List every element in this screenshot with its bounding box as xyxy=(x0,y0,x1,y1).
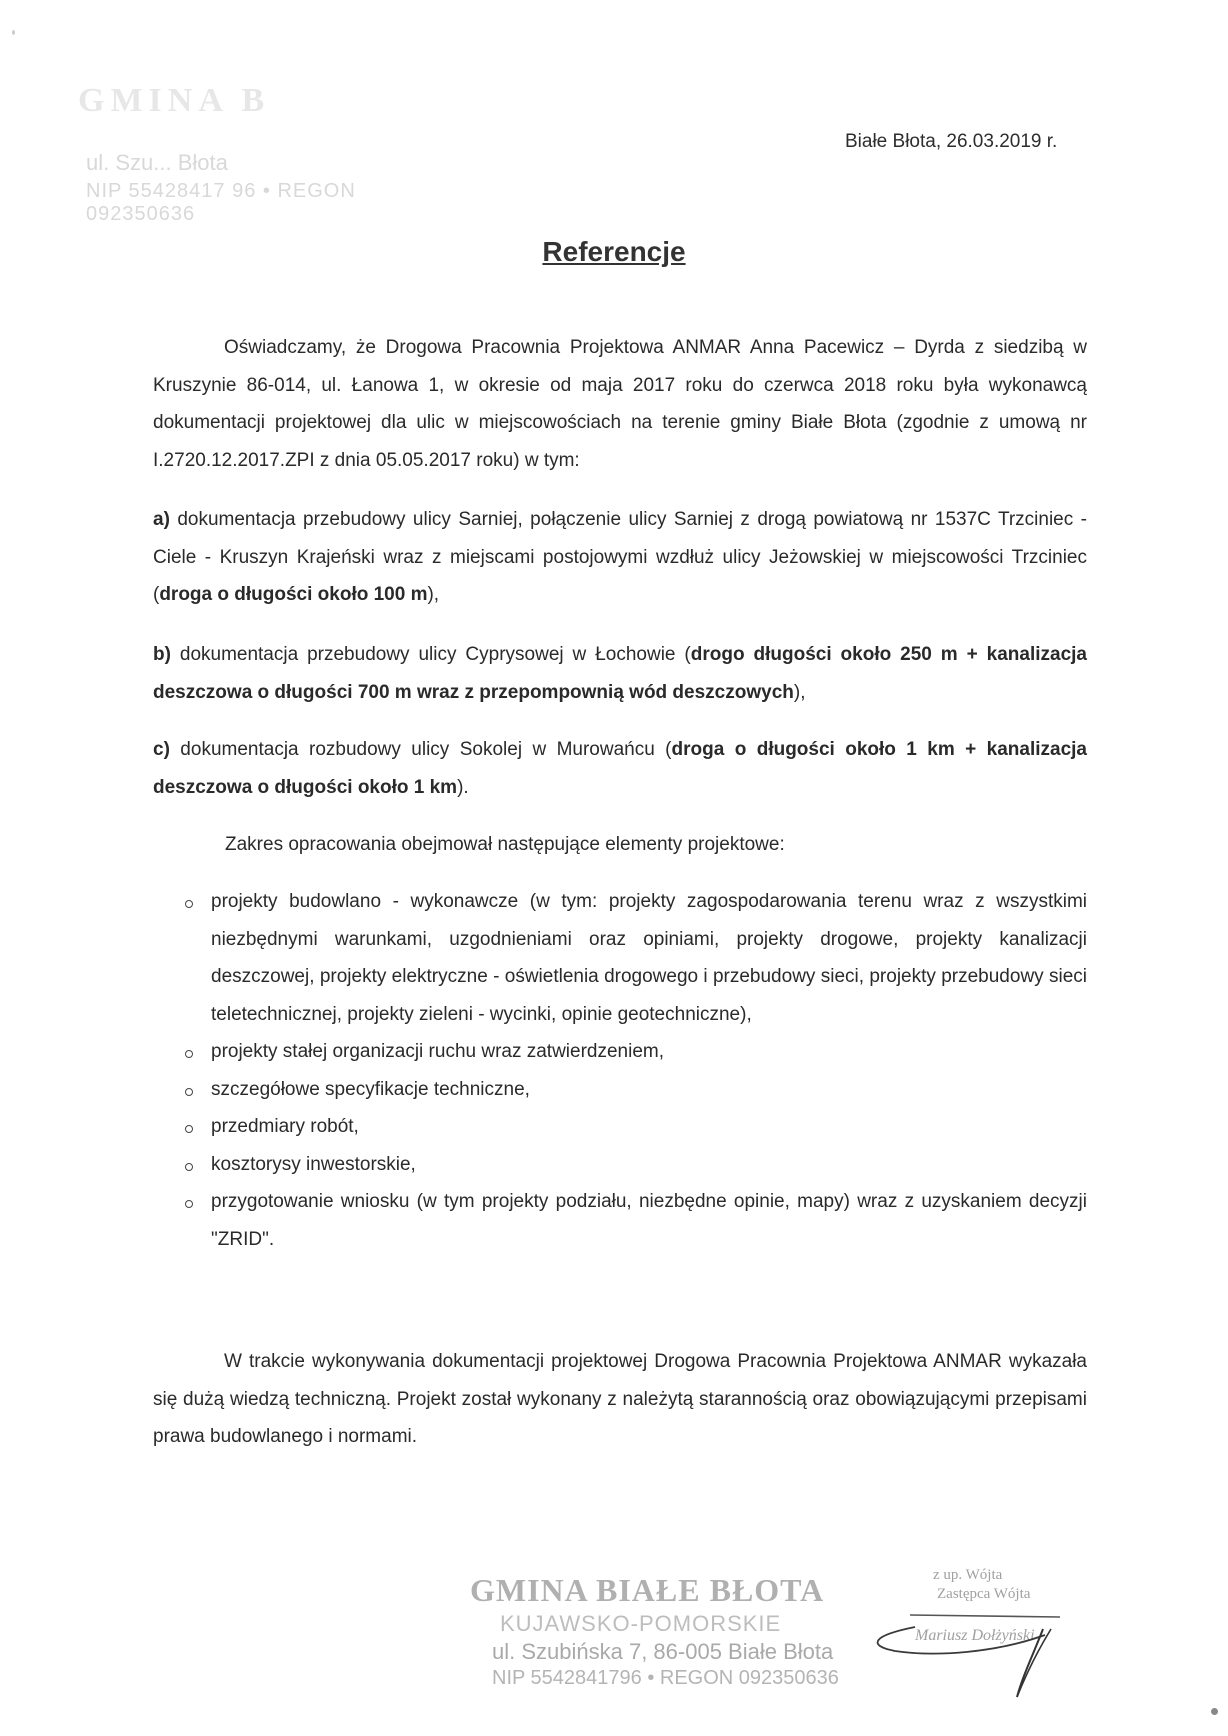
header-stamp-line2: ul. Szu... Błota xyxy=(86,150,228,175)
item-b xyxy=(153,636,1087,711)
item-a-text: dokumentacja przebudowy ulicy Sarniej, połączenie ulicy Sarniej z drogą powiatową nr 1537C Trzciniec - Ciele - Kruszyn Krajeński wraz z miejscami postojowymi wzdłuż ulicy Jeżowskiej w miejscowości Trzciniec ( xyxy=(153,509,1087,605)
list-item-text: szczegółowe specyfikacje techniczne, xyxy=(211,1078,530,1100)
signature-name: Mariusz Dołżyński xyxy=(915,1627,1035,1644)
list-item-text: projekty stałej organizacji ruchu wraz zatwierdzeniem, xyxy=(211,1041,665,1062)
signature-line2: Zastępca Wójta xyxy=(937,1586,1031,1602)
item-b-text: dokumentacja przebudowy ulicy Cyprysowej w Łochowie ( xyxy=(170,644,691,665)
item-b-bold: drogo długości około 250 m + kanalizacja deszczowa o długości 700 m wraz z przepompownią wód deszczowych xyxy=(153,644,1087,703)
scope-list xyxy=(180,883,1087,1258)
office-stamp xyxy=(470,1572,850,1712)
item-c-end: ). xyxy=(457,776,469,798)
stamp-ids: NIP 5542841796 • REGON 092350636 xyxy=(492,1667,839,1689)
handwritten-signature xyxy=(855,1565,1095,1715)
stamp-region: KUJAWSKO-POMORSKIE xyxy=(500,1611,782,1636)
item-b-marker: b) xyxy=(153,644,171,665)
scan-speck xyxy=(1211,1708,1218,1715)
list-item xyxy=(180,1033,1087,1071)
header-stamp-faded xyxy=(78,82,438,225)
item-a-bold: droga o długości około 100 m xyxy=(159,584,428,605)
item-a xyxy=(153,501,1087,614)
bullet-icon xyxy=(185,1163,193,1171)
header-stamp-line1: GMINA B xyxy=(78,82,271,119)
list-item-text: przygotowanie wniosku (w tym projekty podziału, niezbędne opinie, mapy) wraz z uzyskaniem decyzji "ZRID". xyxy=(211,1191,1087,1250)
intro-paragraph: Oświadczamy, że Drogowa Pracownia Projektowa ANMAR Anna Pacewicz – Dyrda z siedzibą w Kruszynie 86-014, ul. Łanowa 1, w okresie od maja 2017 roku do czerwca 2018 roku była wykonawcą dokumentacji projektowej dla ulic w miejscowościach na terenie gminy Białe Błota (zgodnie z umową nr I.2720.12.2017.ZPI z dnia 05.05.2017 roku) w tym: xyxy=(153,337,1087,471)
stamp-address: ul. Szubińska 7, 86-005 Białe Błota xyxy=(492,1639,834,1664)
list-item xyxy=(180,1108,1087,1146)
scan-speck xyxy=(12,30,15,35)
list-item xyxy=(180,1146,1087,1184)
bullet-icon xyxy=(185,900,193,908)
scope-heading: Zakres opracowania obejmował następujące elementy projektowe: xyxy=(225,834,785,855)
item-c-text: dokumentacja rozbudowy ulicy Sokolej w Murowańcu ( xyxy=(169,739,672,760)
stamp-name: GMINA BIAŁE BŁOTA xyxy=(470,1572,825,1608)
header-stamp-line3: NIP 55428417 96 • REGON 092350636 xyxy=(86,180,356,225)
signature-block xyxy=(855,1565,1095,1715)
bullet-icon xyxy=(185,1088,193,1096)
bullet-icon xyxy=(185,1050,193,1058)
item-a-marker: a) xyxy=(153,509,170,530)
item-c-marker: c) xyxy=(153,739,170,760)
list-item-text: przedmiary robót, xyxy=(211,1116,359,1137)
item-b-end: ), xyxy=(793,681,806,703)
list-item xyxy=(180,883,1087,1033)
bullet-icon xyxy=(185,1125,193,1133)
bullet-icon xyxy=(185,1200,193,1208)
list-item xyxy=(180,1071,1087,1109)
signature-line1: z up. Wójta xyxy=(933,1567,1003,1583)
list-item-text: kosztorysy inwestorskie, xyxy=(211,1153,416,1175)
item-c xyxy=(153,731,1087,806)
list-item-text: projekty budowlano - wykonawcze (w tym: projekty zagospodarowania terenu wraz z wszystkimi niezbędnymi warunkami, uzgodnieniami oraz opiniami, projekty drogowe, projekty kanalizacji deszczowej, projekty elektryczne - oświetlenia drogowego i przebudowy sieci, projekty przebudowy sieci teletechnicznej, projekty zieleni - wycinki, opinie geotechniczne), xyxy=(211,891,1087,1025)
document-title: Referencje xyxy=(542,236,686,267)
document-date: Białe Błota, 26.03.2019 r. xyxy=(845,131,1058,152)
list-item xyxy=(180,1183,1087,1258)
closing-paragraph: W trakcie wykonywania dokumentacji projektowej Drogowa Pracownia Projektowa ANMAR wykazała się dużą wiedzą techniczną. Projekt został wykonany z należytą starannością oraz obowiązującymi przepisami prawa budowlanego i normami. xyxy=(153,1351,1087,1447)
item-a-end: ), xyxy=(427,584,440,605)
item-c-bold: droga o długości około 1 km + kanalizacja deszczowa o długości około 1 km xyxy=(153,739,1087,798)
